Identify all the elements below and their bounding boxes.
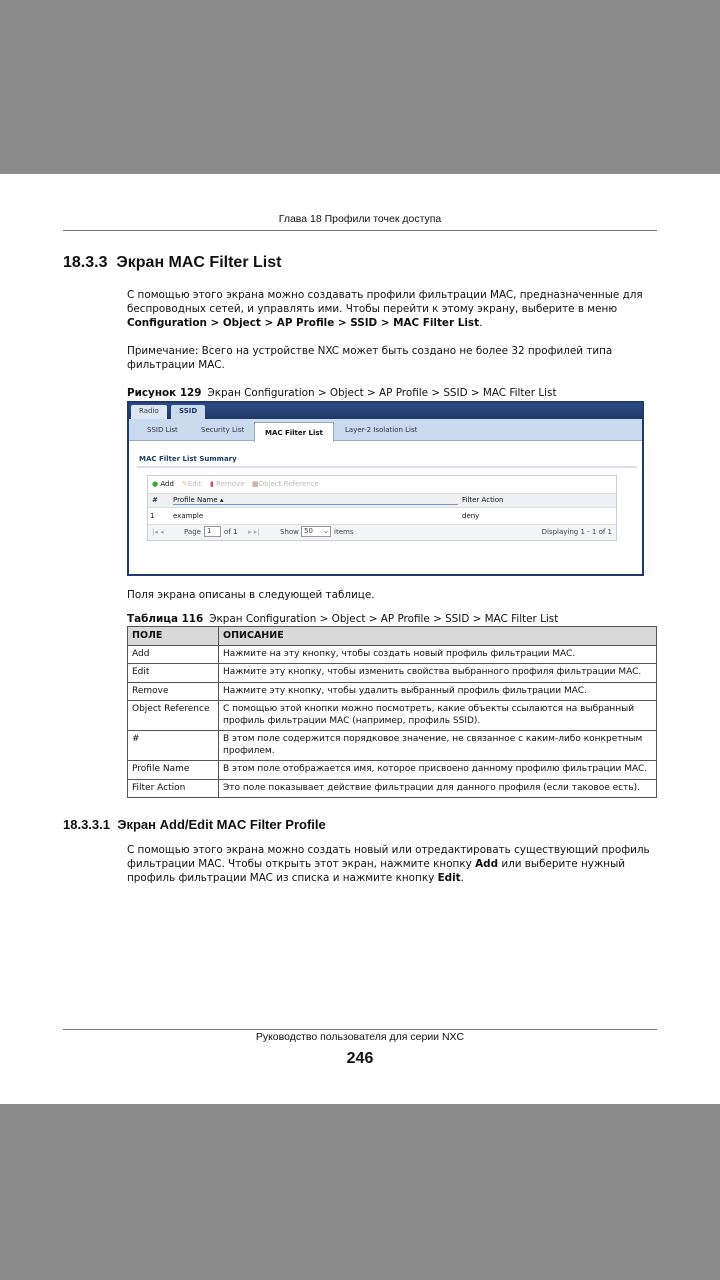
footer-rule <box>63 1029 657 1030</box>
subtab-layer2-isolation-list[interactable]: Layer-2 Isolation List <box>345 426 418 434</box>
tab-ssid[interactable]: SSID <box>171 405 205 419</box>
header-rule <box>63 230 657 231</box>
sort-asc-icon: ▴ <box>219 496 224 504</box>
add-icon: ● <box>152 480 159 488</box>
document-page <box>0 174 720 1104</box>
summary-title: MAC Filter List Summary <box>139 455 237 463</box>
fields-intro: Поля экрана описаны в следующей таблице. <box>127 589 375 601</box>
section-title: 18.3.3 Экран MAC Filter List <box>63 254 282 271</box>
table-row <box>128 761 657 780</box>
displaying-text: Displaying 1 - 1 of 1 <box>541 528 612 536</box>
field-name: Edit <box>128 664 219 683</box>
reference-icon: ▦ <box>252 480 259 488</box>
mac-filter-grid <box>147 475 617 541</box>
next-page-icon[interactable]: ▸ ▸| <box>248 528 260 536</box>
figure-caption: Рисунок 129 Экран Configuration > Object > AP Profile > SSID > MAC Filter List <box>127 387 557 399</box>
running-footer: Руководство пользователя для серии NXC <box>255 1031 465 1043</box>
header-description: ОПИСАНИЕ <box>219 627 657 646</box>
table-row <box>128 664 657 683</box>
first-page-icon[interactable]: |◂ ◂ <box>152 528 164 536</box>
page-number: 246 <box>346 1050 374 1067</box>
subtab-mac-filter-list[interactable]: MAC Filter List <box>254 422 334 442</box>
field-description: Это поле показывает действие фильтрации для данного профиля (если таковое есть). <box>219 779 657 798</box>
divider <box>137 466 637 468</box>
subsection-paragraph: С помощью этого экрана можно создать новый или отредактировать существующий профиль фильтрации MAC. Чтобы открыть этот экран, нажмите кнопку Add или выберите нужный профиль фильтрации MAC из списка и нажмите кнопку Edit. <box>127 844 650 884</box>
remove-button[interactable]: ▮ Remove <box>210 480 245 488</box>
edit-icon: ✎ <box>182 480 188 488</box>
per-page-select[interactable]: 50 ⌄ <box>301 526 331 537</box>
field-description: В этом поле отображается имя, которое присвоено данному профилю фильтрации MAC. <box>219 761 657 780</box>
note: Примечание: Всего на устройстве NXC может быть создано не более 32 профилей типа фильтрации MAC. <box>127 345 613 371</box>
chevron-down-icon: ⌄ <box>323 527 329 535</box>
row-profile-name: example <box>173 512 204 520</box>
field-description: В этом поле содержится порядковое значение, не связанное с каким-либо конкретным профилем. <box>219 731 657 761</box>
field-name: # <box>128 731 219 761</box>
col-header-number[interactable]: # <box>152 496 158 504</box>
field-description: Нажмите эту кнопку, чтобы удалить выбранный профиль фильтрации MAC. <box>219 682 657 701</box>
table-row <box>128 731 657 761</box>
field-name: Profile Name <box>128 761 219 780</box>
intro-paragraph: С помощью этого экрана можно создавать профили фильтрации MAC, предназначенные для беспроводных сетей, и управлять ими. Чтобы перейти к этому экрану, выберите в меню Configuration > Object > AP Profile > SSID > MAC Filter List. <box>127 289 643 329</box>
page-input[interactable]: 1 <box>204 526 221 537</box>
add-button[interactable]: ● Add <box>152 480 174 488</box>
col-header-filter-action[interactable]: Filter Action <box>462 496 504 504</box>
items-label: items <box>334 528 354 536</box>
row-number: 1 <box>150 512 155 520</box>
field-description: Нажмите эту кнопку, чтобы изменить свойства выбранного профиля фильтрации MAC. <box>219 664 657 683</box>
subtab-security-list[interactable]: Security List <box>201 426 245 434</box>
field-name: Add <box>128 645 219 664</box>
tab-radio[interactable]: Radio <box>131 405 167 419</box>
field-description: С помощью этой кнопки можно посмотреть, какие объекты ссылаются на выбранный профиль фильтрации MAC (например, профиль SSID). <box>219 701 657 731</box>
subsection-title: 18.3.3.1 Экран Add/Edit MAC Filter Profile <box>63 817 326 832</box>
table-row[interactable] <box>148 509 616 523</box>
running-header: Глава 18 Профили точек доступа <box>278 213 442 225</box>
header-field: ПОЛЕ <box>128 627 219 646</box>
field-description-table <box>127 626 657 798</box>
table-caption: Таблица 116 Экран Configuration > Object > AP Profile > SSID > MAC Filter List <box>127 613 559 625</box>
col-header-profile-name[interactable]: Profile Name ▴ <box>173 496 458 505</box>
trash-icon: ▮ <box>210 480 214 488</box>
table-row <box>128 779 657 798</box>
page-label: Page <box>184 528 201 536</box>
table-row <box>128 701 657 731</box>
subtab-ssid-list[interactable]: SSID List <box>147 426 178 434</box>
row-filter-action: deny <box>462 512 480 520</box>
field-name: Remove <box>128 682 219 701</box>
table-row <box>128 645 657 664</box>
edit-button[interactable]: ✎Edit <box>182 480 202 488</box>
field-description: Нажмите на эту кнопку, чтобы создать новый профиль фильтрации MAC. <box>219 645 657 664</box>
field-name: Filter Action <box>128 779 219 798</box>
field-name: Object Reference <box>128 701 219 731</box>
object-reference-button[interactable]: ▦Object Reference <box>252 480 319 488</box>
page-count: of 1 <box>224 528 238 536</box>
figure-screenshot <box>127 401 644 576</box>
table-row <box>128 682 657 701</box>
show-label: Show <box>280 528 299 536</box>
pager <box>148 524 616 540</box>
